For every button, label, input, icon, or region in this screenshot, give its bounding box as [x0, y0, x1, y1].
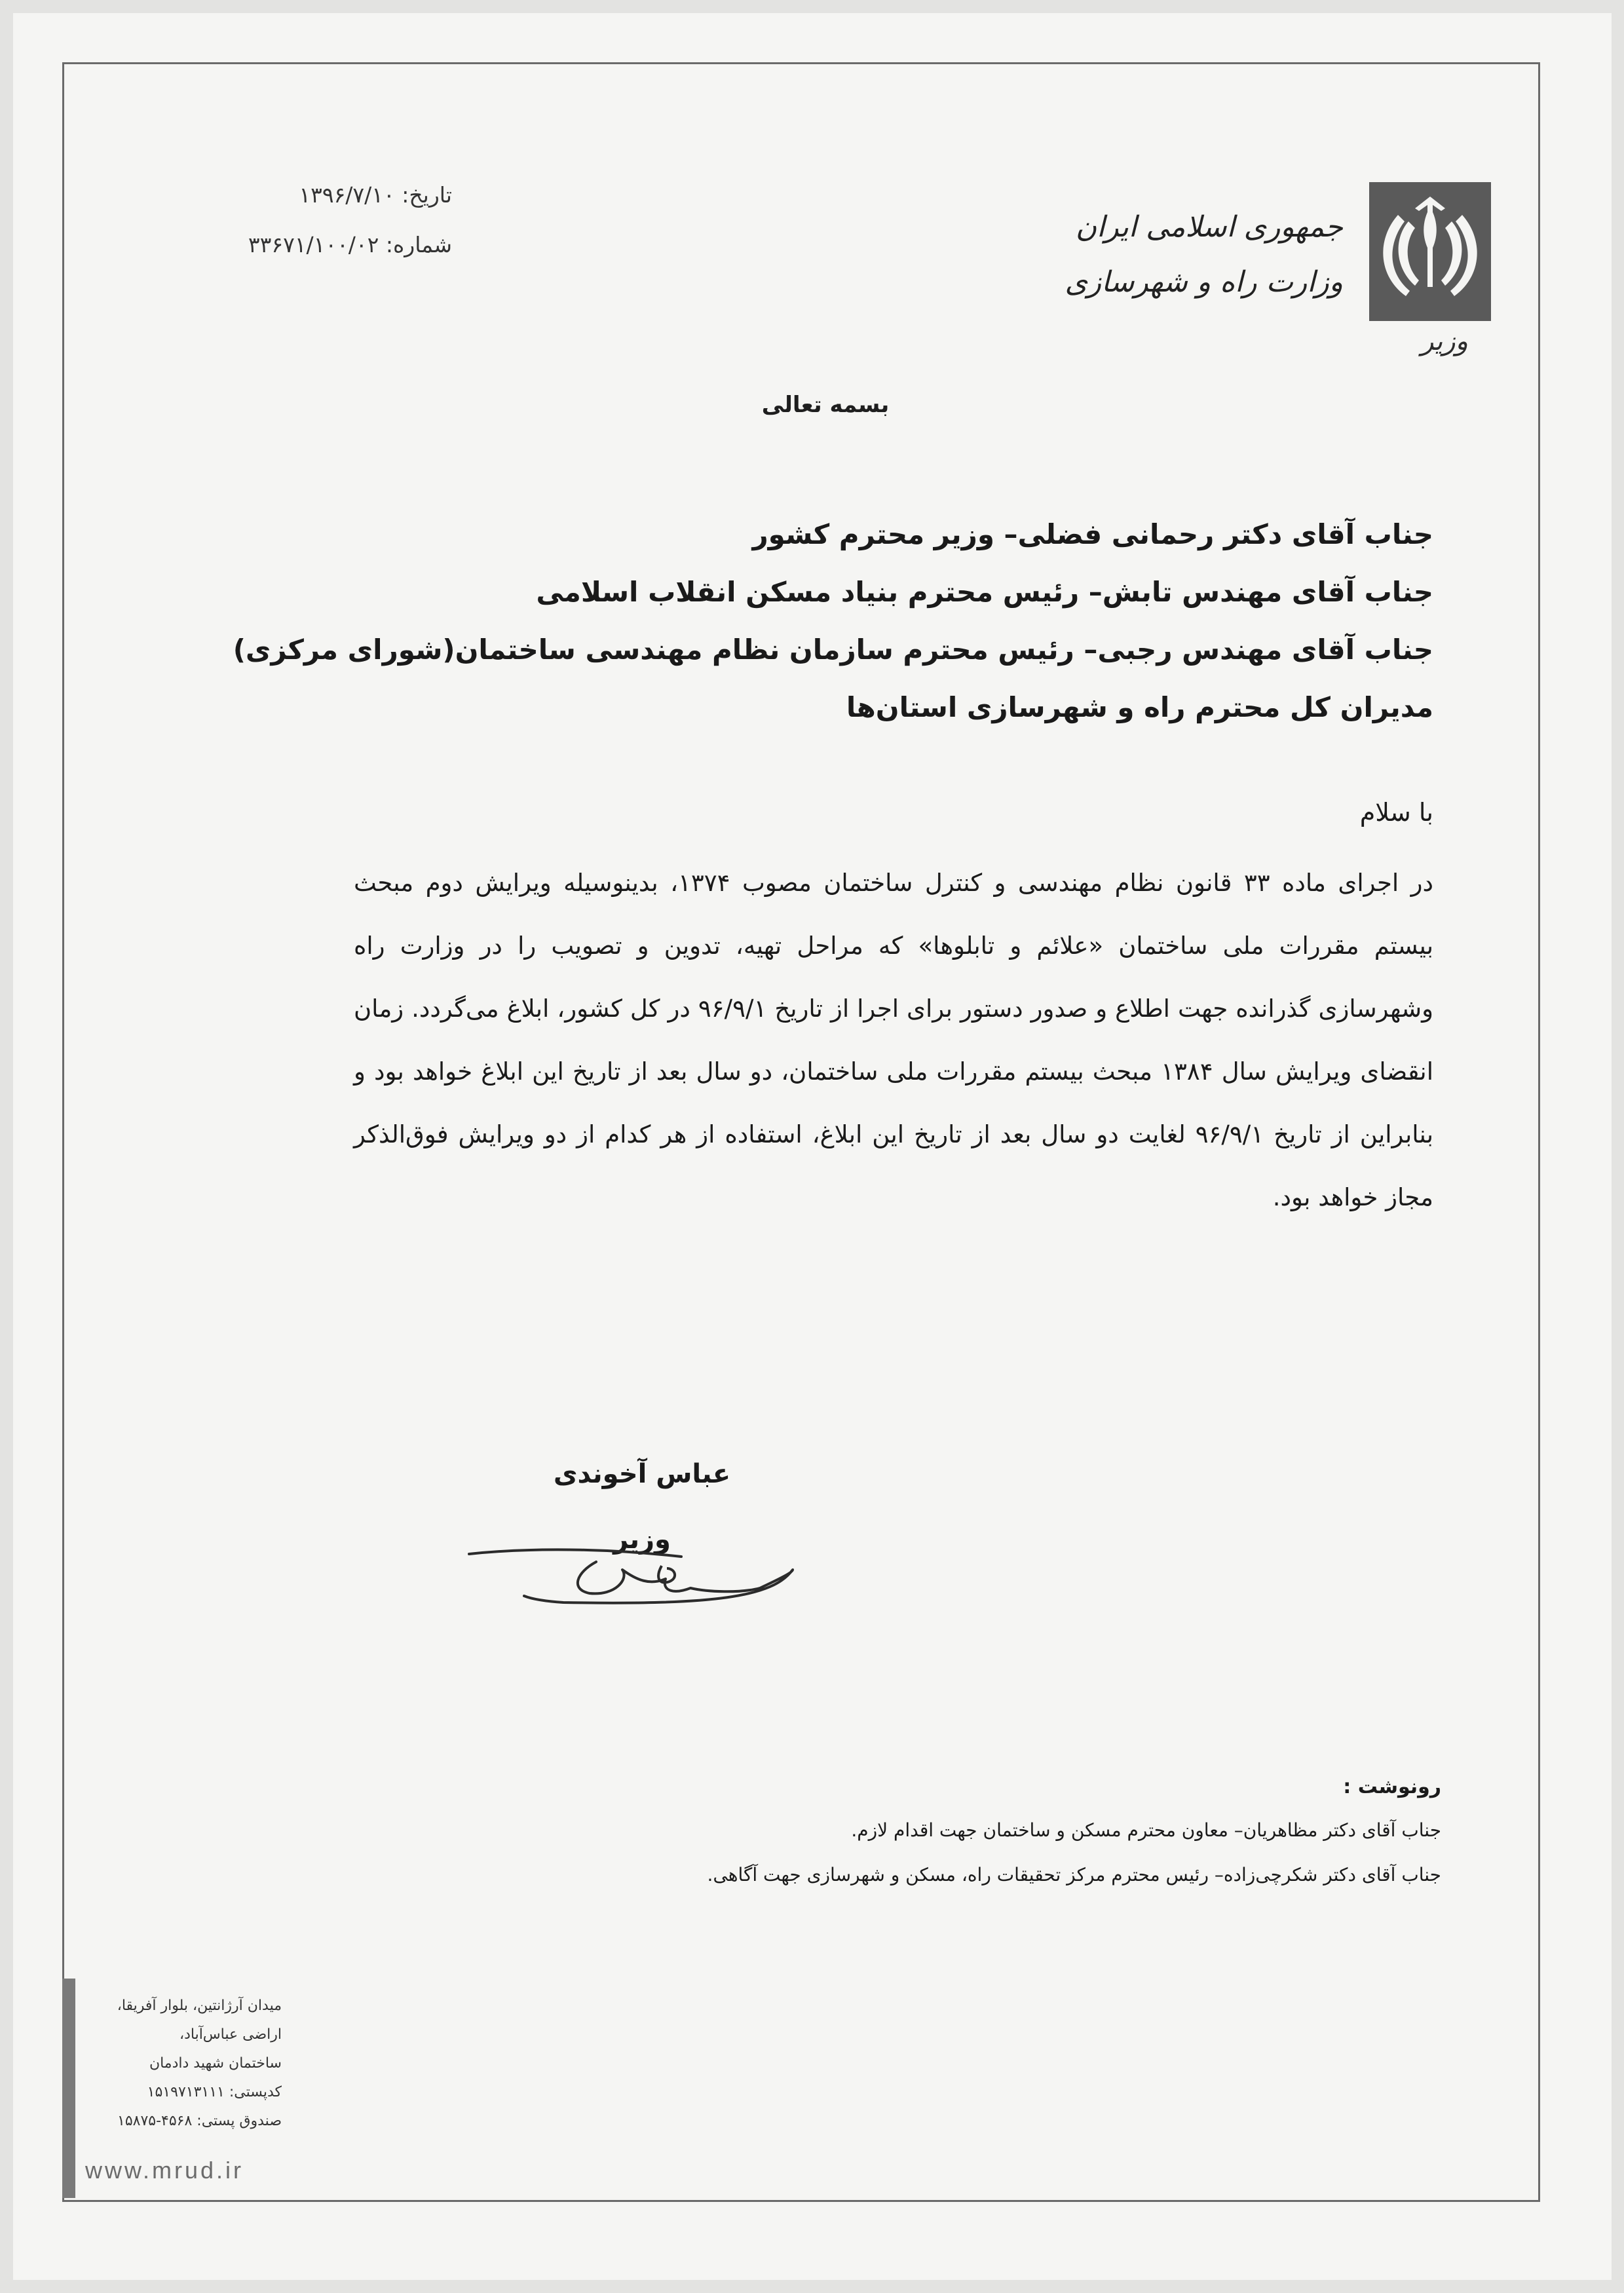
address-line: کدپستی: ۱۵۱۹۷۱۳۱۱۱	[147, 2084, 282, 2100]
ministry-name: وزارت راه و شهرسازی	[1065, 265, 1343, 299]
cc-title: رونوشت :	[1343, 1775, 1441, 1798]
recipient-line: جناب آقای مهندس رجبی– رئیس محترم سازمان نظام مهندسی ساختمان(شورای مرکزی)	[233, 634, 1433, 666]
letter-page	[13, 13, 1612, 2280]
cc-line: جناب آقای دکتر شکرچی‌زاده– رئیس محترم مرکز تحقیقات راه، مسکن و شهرسازی جهت آگاهی.	[707, 1864, 1441, 1886]
letterhead-title	[1015, 200, 1343, 310]
recipient-line: جناب آقای مهندس تابش– رئیس محترم بنیاد مسکن انقلاب اسلامی	[536, 576, 1433, 608]
footer-address	[85, 1992, 282, 2136]
cc-list	[524, 1808, 1441, 1897]
office-label: وزیر	[1421, 326, 1468, 356]
address-line: ساختمان شهید دادمان	[149, 2055, 282, 2072]
letter-number: شماره: ۳۳۶۷۱/۱۰۰/۰۲	[248, 232, 452, 257]
address-line: اراضی عباس‌آباد،	[179, 2026, 282, 2043]
letter-meta	[177, 170, 452, 270]
bismillah: بسمه تعالی	[761, 392, 890, 418]
handwritten-signature	[465, 1540, 806, 1618]
greeting: با سلام	[1359, 798, 1433, 827]
recipients-block	[233, 506, 1433, 736]
iran-emblem-icon	[1369, 182, 1491, 321]
address-line: میدان آرژانتین، بلوار آفریقا،	[117, 1998, 282, 2014]
recipient-line: مدیران کل محترم راه و شهرسازی استان‌ها	[846, 691, 1433, 723]
body-paragraph: در اجرای ماده ۳۳ قانون نظام مهندسی و کنترل ساختمان مصوب ۱۳۷۴، بدینوسیله ویرایش دوم مبحث بیستم مقررات ملی ساختمان «علائم و تابلوها» که مراحل تهیه، تدوین و تصویب را در وزارت راه وشهرسازی گذرانده جهت اطلاع و صدور دستور برای اجرا از تاریخ ۹۶/۹/۱ در کل کشور، ابلاغ می‌گردد. زمان انقضای ویرایش سال ۱۳۸۴ مبحث بیستم مقررات ملی ساختمان، دو سال بعد از تاریخ این ابلاغ خواهد بود و بنابراین از تاریخ ۹۶/۹/۱ لغایت دو سال بعد از تاریخ این ابلاغ، استفاده از هر کدام از دو ویرایش فوق‌الذکر مجاز خواهد بود.	[354, 869, 1434, 1211]
signer-title: وزیر	[613, 1525, 671, 1555]
republic-name: جمهوری اسلامی ایران	[1075, 210, 1343, 244]
website-link[interactable]: www.mrud.ir	[85, 2157, 244, 2184]
address-line: صندوق پستی: ۴۵۶۸-۱۵۸۷۵	[117, 2113, 282, 2129]
footer-strip	[62, 1979, 75, 2198]
cc-line: جناب آقای دکتر مظاهریان– معاون محترم مسکن و ساختمان جهت اقدام لازم.	[851, 1819, 1441, 1841]
signer-name: عباس آخوندی	[553, 1459, 731, 1489]
letter-date: تاریخ: ۱۳۹۶/۷/۱۰	[299, 182, 452, 208]
recipient-line: جناب آقای دکتر رحمانی فضلی– وزیر محترم کشور	[752, 518, 1433, 550]
letter-body	[354, 852, 1433, 1229]
